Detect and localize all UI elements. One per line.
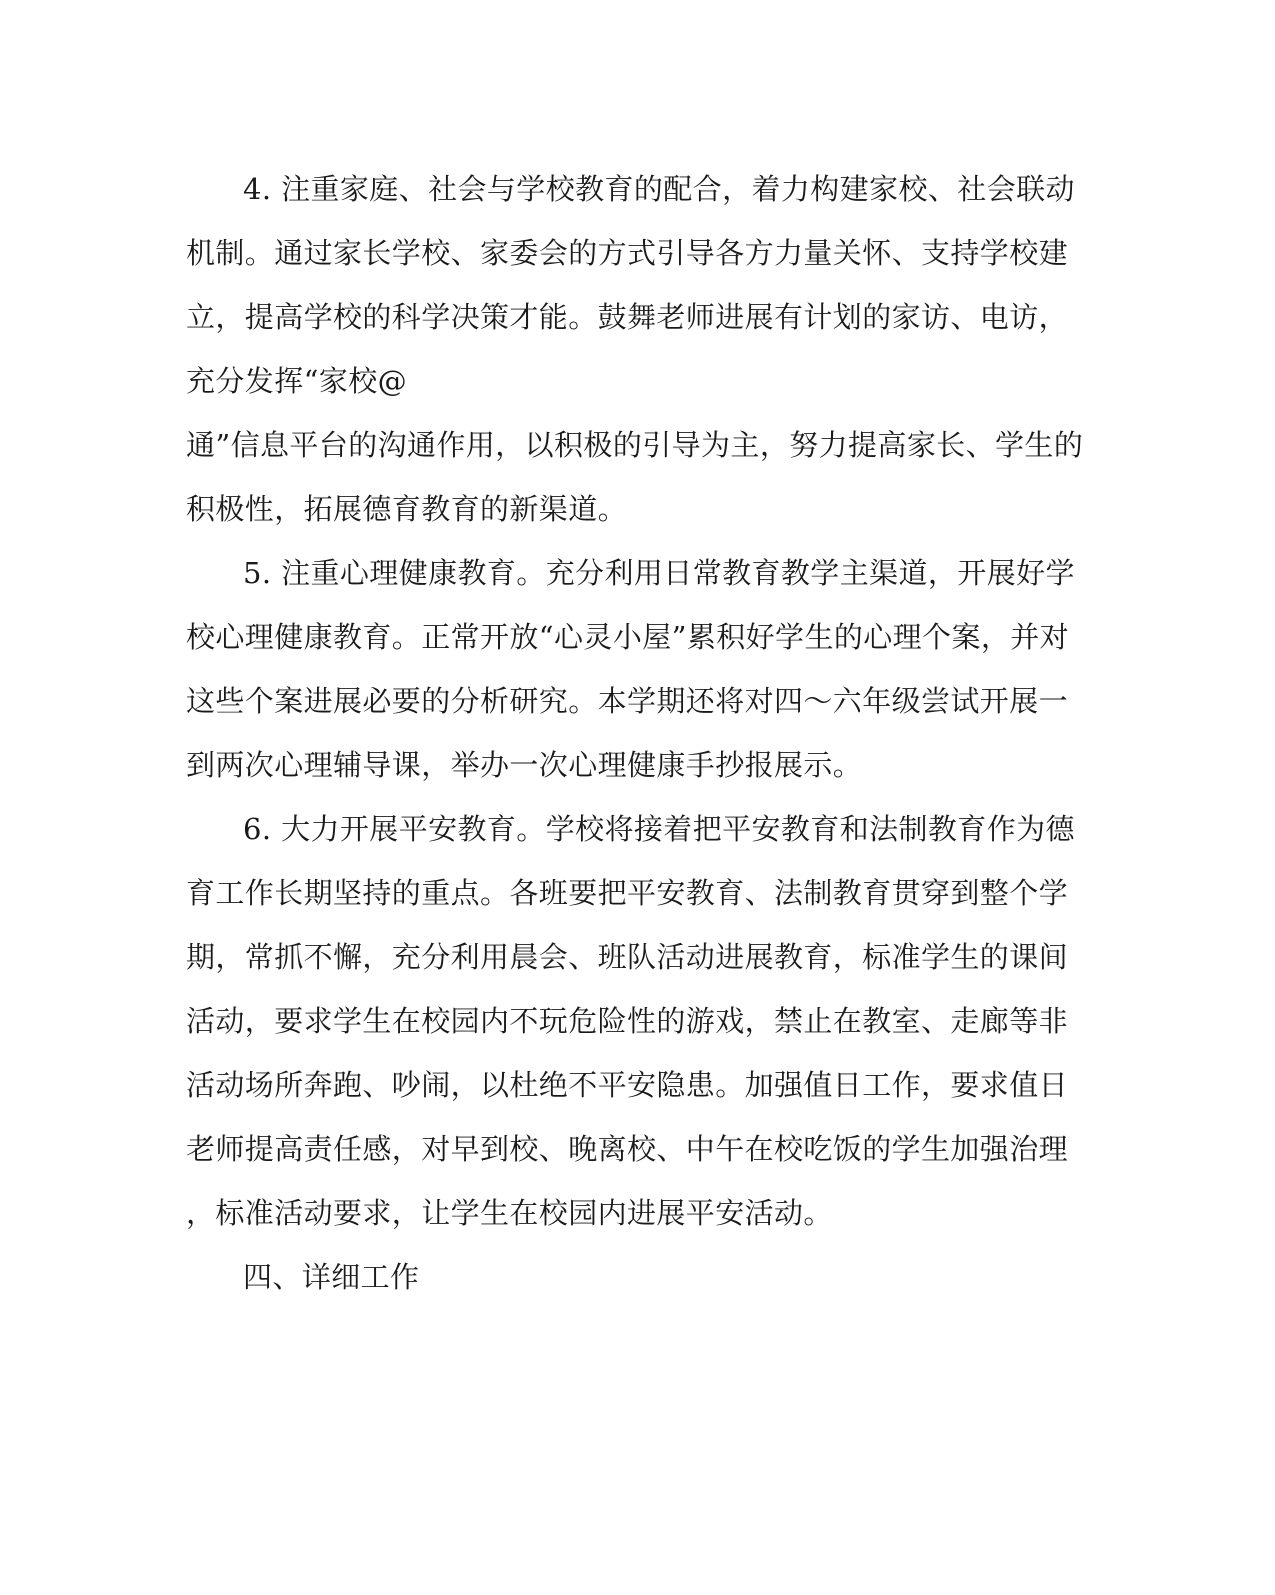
paragraph-5-line-3: 这些个案进展必要的分析研究。本学期还将对四～六年级尝试开展一 (186, 684, 1069, 718)
paragraph-4-line-5: 通”信息平台的沟通作用，以积极的引导为主，努力提高家长、学生的 (186, 428, 1084, 462)
paragraph-5-line-2: 校心理健康教育。正常开放“心灵小屋”累积好学生的心理个案，并对 (186, 620, 1070, 654)
paragraph-6-line-4: 活动，要求学生在校园内不玩危险性的游戏，禁止在教室、走廊等非 (186, 1004, 1069, 1038)
section-heading: 四、详细工作 (243, 1260, 420, 1294)
paragraph-6-line-3: 期，常抓不懈，充分利用晨会、班队活动进展教育，标准学生的课间 (186, 940, 1069, 974)
paragraph-6-line-2: 育工作长期坚持的重点。各班要把平安教育、法制教育贯穿到整个学 (186, 876, 1069, 910)
paragraph-6-line-1: 6. 大力开展平安教育。学校将接着把平安教育和法制教育作为德 (243, 812, 1075, 846)
paragraph-5-line-1: 5. 注重心理健康教育。充分利用日常教育教学主渠道，开展好学 (243, 556, 1075, 590)
paragraph-4-line-2: 机制。通过家长学校、家委会的方式引导各方力量关怀、支持学校建 (186, 236, 1069, 270)
paragraph-5-line-4: 到两次心理辅导课，举办一次心理健康手抄报展示。 (186, 748, 863, 782)
paragraph-4-line-3: 立，提高学校的科学决策才能。鼓舞老师进展有计划的家访、电访， (186, 300, 1069, 334)
paragraph-4-line-6: 积极性，拓展德育教育的新渠道。 (186, 492, 628, 526)
paragraph-6-line-7: ，标准活动要求，让学生在校园内进展平安活动。 (186, 1196, 833, 1230)
paragraph-4-line-1: 4. 注重家庭、社会与学校教育的配合，着力构建家校、社会联动 (243, 172, 1075, 206)
paragraph-6-line-6: 老师提高责任感，对早到校、晚离校、中午在校吃饭的学生加强治理 (186, 1132, 1069, 1166)
paragraph-6-line-5: 活动场所奔跑、吵闹，以杜绝不平安隐患。加强值日工作，要求值日 (186, 1068, 1069, 1102)
paragraph-4-line-4: 充分发挥“家校@ (186, 364, 408, 398)
